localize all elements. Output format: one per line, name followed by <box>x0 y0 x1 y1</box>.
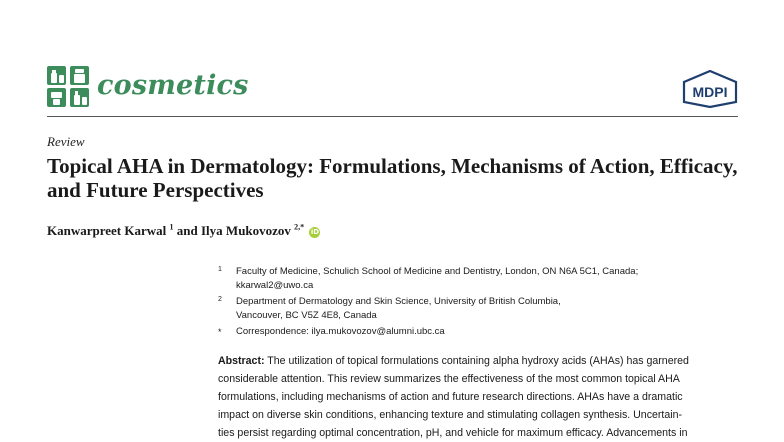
correspondence-marker: * <box>218 327 222 337</box>
affiliation-line: Department of Dermatology and Skin Science, University of British Columbia, <box>236 296 561 307</box>
author-list <box>47 223 320 239</box>
affiliation-item <box>218 325 738 339</box>
abstract-label: Abstract: <box>218 355 265 367</box>
abstract-line <box>218 352 738 370</box>
affiliation-line: Vancouver, BC V5Z 4E8, Canada <box>236 310 377 321</box>
header-divider <box>47 116 738 117</box>
affiliation-marker: 1 <box>218 266 222 273</box>
authors-joiner: and <box>176 223 198 238</box>
mdpi-logo-icon <box>681 70 739 108</box>
author-name: Kanwarpreet Karwal <box>47 223 167 238</box>
article-title: Topical AHA in Dermatology: Formulations, Mechanisms of Action, Efficacy, and Future Perspectives <box>47 154 738 202</box>
affiliation-item <box>218 295 738 323</box>
author-affiliation-marker: 1 <box>169 222 174 232</box>
orcid-icon[interactable]: iD <box>310 228 320 236</box>
author-name: Ilya Mukovozov <box>201 223 291 238</box>
journal-name: cosmetics <box>97 70 249 101</box>
abstract-text: The utilization of topical formulations containing alpha hydroxy acids (AHAs) has garnered <box>267 355 689 367</box>
abstract-line: formulations, including mechanisms of action and future research directions. AHAs have a dramatic <box>218 391 683 403</box>
affiliation-email[interactable]: kkarwal2@uwo.ca <box>236 280 314 291</box>
publisher-logo-text: MDPI <box>692 84 728 100</box>
affiliation-marker: 2 <box>218 296 222 303</box>
abstract-line: ties persist regarding optimal concentration, pH, and vehicle for maximum efficacy. Advancements in <box>218 427 688 439</box>
author-affiliation-marker: 2,* <box>294 222 305 232</box>
article-type: Review <box>47 134 85 149</box>
cosmetics-bottles-icon <box>46 64 90 108</box>
affiliations <box>218 265 738 341</box>
affiliation-item <box>218 265 738 293</box>
abstract <box>218 352 738 442</box>
affiliation-line: Faculty of Medicine, Schulich School of Medicine and Dentistry, London, ON N6A 5C1, Canada; <box>236 266 639 277</box>
abstract-line: considerable attention. This review summarizes the effectiveness of the most common topical AHA <box>218 373 680 385</box>
abstract-line: impact on diverse skin conditions, enhancing texture and stimulating collagen synthesis. Uncertain- <box>218 409 683 421</box>
correspondence-line[interactable]: Correspondence: ilya.mukovozov@alumni.ubc.ca <box>236 326 445 337</box>
